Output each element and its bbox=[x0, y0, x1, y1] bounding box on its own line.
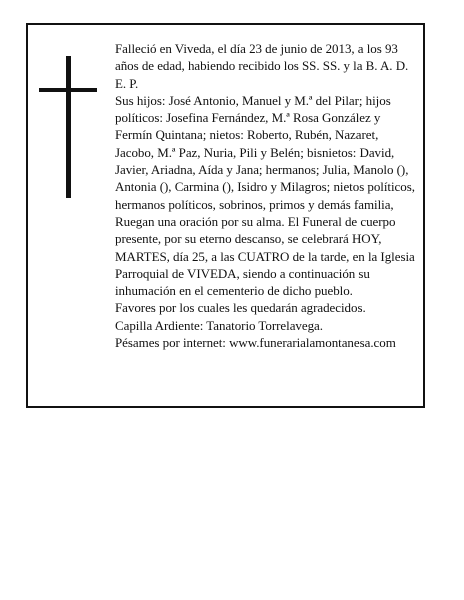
notice-body bbox=[115, 40, 415, 351]
wake-location: Capilla Ardiente: Tanatorio Torrelavega. bbox=[115, 317, 323, 333]
funeral-details: Ruegan una oración por su alma. El Funeral de cuerpo presente, por su eterno descanso, se celebrará HOY, MARTES, día 25, a las CUATRO de la tarde, en la Iglesia Parroquial de VIVEDA, siendo a continuación su inhumación en el cementerio de dicho pueblo. bbox=[115, 213, 415, 299]
condolences-website: Pésames por internet: www.funerarialamontanesa.com bbox=[115, 335, 396, 351]
death-announcement: Falleció en Viveda, el día 23 de junio de 2013, a los 93 años de edad, habiendo recibido los SS. SS. y la B. A. D. E. P. bbox=[115, 41, 409, 91]
thanks-line: Favores por los cuales les quedarán agradecidos. bbox=[115, 300, 366, 316]
death-notice bbox=[26, 23, 425, 408]
family-list: Sus hijos: José Antonio, Manuel y M.ª del Pilar; hijos políticos: Josefina Fernández, M.ª Rosa González y Fermín Quintana; nietos: Roberto, Rubén, Nazaret, Jacobo, M.ª Paz, Nuria, Pili y Belén; bisnietos: David, Javier, Ariadna, Aída y Jana; hermanos; Julia, Manolo (), Antonia (), Carmina (), Isidro y Milagros; nietos políticos, hermanos políticos, sobrinos, primos y demás familia, bbox=[115, 92, 415, 212]
cross-vertical-bar bbox=[66, 56, 71, 198]
cross-horizontal-bar bbox=[39, 88, 97, 92]
cross-icon bbox=[39, 56, 97, 198]
